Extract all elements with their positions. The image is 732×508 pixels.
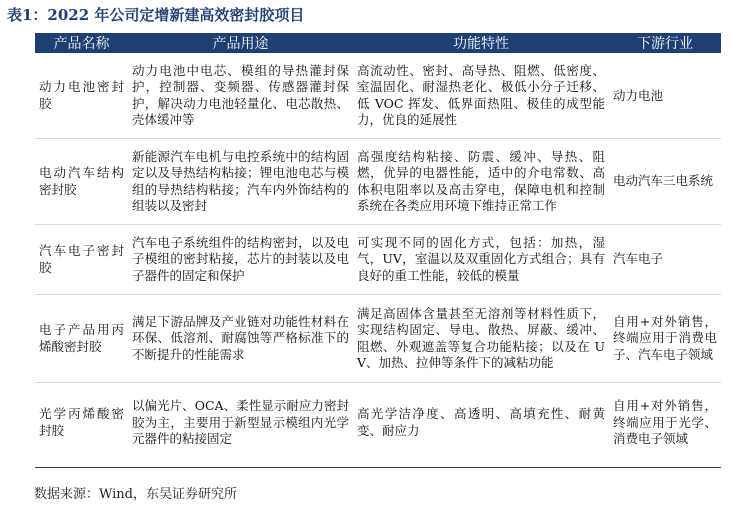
table-row [35, 53, 721, 138]
data-source-note: 数据来源：Wind，东吴证券研究所 [34, 487, 237, 502]
table-bottom-rule [35, 467, 721, 468]
cell-product-usage: 满足下游品牌及产业链对功能性材料在环保、低溶剂、耐腐蚀等严格标准下的不断提升的性能需求 [128, 294, 353, 382]
cell-features: 高强度结构粘接、防震、缓冲、导热、阻燃，优异的电器性能，适中的介电常数、高体积电阻率以及高击穿电，保障电机和控制系统在各类应用环境下维持正常工作 [353, 138, 609, 224]
cell-industry: 汽车电子 [609, 224, 721, 294]
cell-product-name: 汽车电子密封胶 [35, 224, 128, 294]
cell-industry: 自用+对外销售，终端应用于消费电子、汽车电子领域 [609, 294, 721, 382]
cell-product-name: 光学丙烯酸密封胶 [39, 406, 124, 438]
cell-product-usage: 汽车电子系统组件的结构密封，以及电子模组的密封粘接，芯片的封装以及电子器件的固定和保护 [128, 224, 353, 294]
table-header-row [35, 33, 721, 53]
header-downstream-industry: 下游行业 [637, 36, 693, 52]
cell-features: 满足高固体含量甚至无溶剂等材料性质下，实现结构固定、导电、散热、屏蔽、缓冲、阻燃、外观遮盖等复合功能粘接；以及在 UV、加热、拉伸等条件下的减粘功能 [353, 294, 609, 382]
header-product-name: 产品名称 [53, 36, 110, 52]
table-row [35, 294, 721, 382]
cell-industry: 电动汽车三电系统 [609, 138, 721, 224]
table-caption: 表1：2022 年公司定增新建高效密封胶项目 [7, 6, 305, 24]
cell-features: 可实现不同的固化方式，包括：加热，湿气，UV，室温以及双重固化方式组合；具有良好的重工性能，较低的模量 [353, 224, 609, 294]
cell-product-name: 电子产品用丙烯酸密封胶 [35, 294, 128, 382]
table-row [35, 224, 721, 294]
cell-product-name: 电动汽车结构密封胶 [35, 138, 128, 224]
header-features: 功能特性 [453, 36, 509, 52]
header-product-usage: 产品用途 [212, 36, 269, 52]
cell-features: 高流动性、密封、高导热、阻燃、低密度、室温固化、耐湿热老化、极低小分子迁移、低 VOC 挥发、低界面热阻、极佳的成型能力，优良的延展性 [353, 53, 609, 138]
cell-features: 高光学洁净度、高透明、高填充性、耐黄变、耐应力 [357, 406, 605, 438]
cell-product-usage: 以偏光片、OCA、柔性显示耐应力密封胶为主，主要用于新型显示模组内光学元器件的粘接固定 [132, 398, 349, 446]
cell-industry: 自用+对外销售，终端应用于光学、消费电子领域 [613, 398, 717, 446]
table-row [35, 138, 721, 224]
table-row [35, 382, 721, 462]
cell-product-usage: 新能源汽车电机与电控系统中的结构固定以及导热结构粘接；锂电池电芯与模组的导热结构粘接；汽车内外饰结构的组装以及密封 [128, 138, 353, 224]
product-table [35, 33, 721, 462]
cell-industry: 动力电池 [609, 53, 721, 138]
cell-product-name: 动力电池密封胶 [35, 53, 128, 138]
cell-product-usage: 动力电池中电芯、模组的导热灌封保护，控制器、变频器、传感器灌封保护，解决动力电池轻量化、电芯散热、壳体缓冲等 [128, 53, 353, 138]
